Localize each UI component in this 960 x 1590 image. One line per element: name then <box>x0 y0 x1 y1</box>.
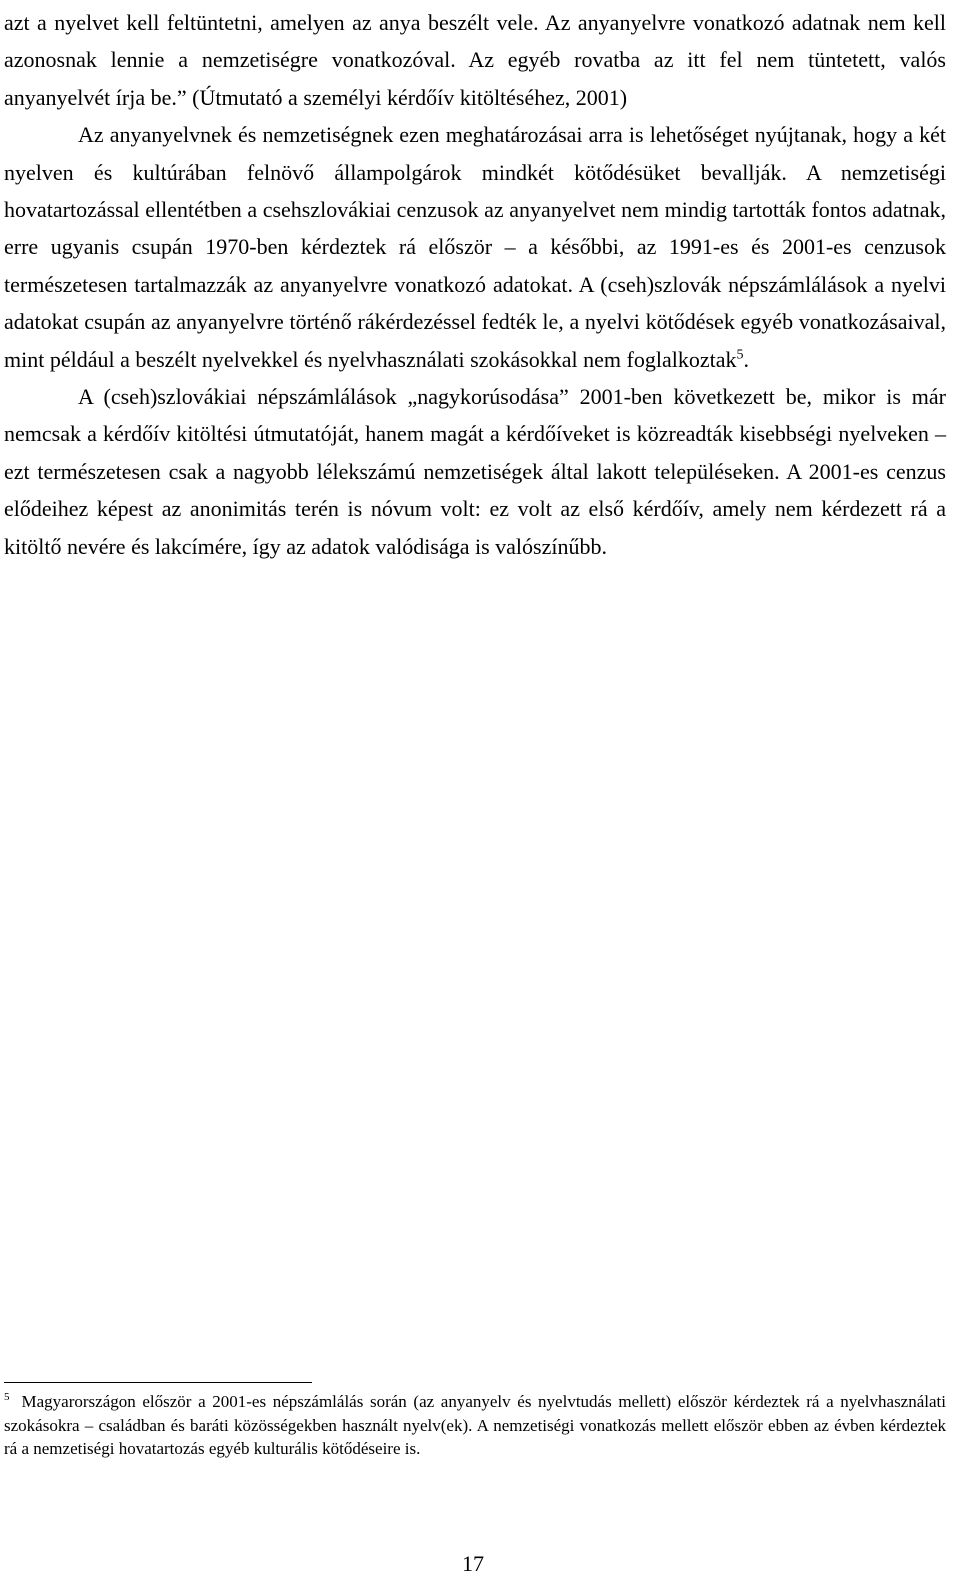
paragraph-3-text: A (cseh)szlovákiai népszámlálások „nagykorúsodása” 2001-ben következett be, mikor is már nemcsak a kérdőív kitöltési útmutatóját, hanem magát a kérdőíveket is közreadták kisebbségi nyelveken – ezt természetesen csak a nagyobb lélekszámú nemzetiségek által lakott településeken. A 2001-es cenzus elődeihez képest az anonimitás terén is nóvum volt: ez volt az első kérdőív, amely nem kérdezett rá a kitöltő nevére és lakcímére, így az adatok valódisága is valószínűbb. <box>4 384 946 559</box>
paragraph-2-text: Az anyanyelvnek és nemzetiségnek ezen meghatározásai arra is lehetőséget nyújtanak, hogy a két nyelven és kultúrában felnövő állampolgárok mindkét kötődésüket bevallják. A nemzetiségi hovatartozással ellentétben a csehszlovákiai cenzusok az anyanyelvet nem mindig tartották fontos adatnak, erre ugyanis csupán 1970-ben kérdeztek rá először – a későbbi, az 1991-es és 2001-es cenzusok természetesen tartalmazzák az anyanyelvre vonatkozó adatokat. A (cseh)szlovák népszámlálások a nyelvi adatokat csupán az anyanyelvre történő rákérdezéssel fedték le, a nyelvi kötődések egyéb vonatkozásaival, mint például a beszélt nyelvekkel és nyelvhasználati szokásokkal nem foglalkoztak <box>4 122 946 372</box>
footnote <box>4 1390 946 1461</box>
paragraph-2-end: . <box>743 346 749 372</box>
footnote-text: Magyarországon először a 2001-es népszámlálás során (az anyanyelv és nyelvtudás mellett) először kérdeztek rá a nyelvhasználati szokásokra – családban és baráti közösségekben használt nyelv(ek). A nemzetiségi vonatkozás mellett először ebben az évben kérdeztek rá a nemzetiségi hovatartozás egyéb kulturális kötődéseire is. <box>4 1392 946 1458</box>
footnote-separator <box>4 1382 312 1383</box>
paragraph-1-text: azt a nyelvet kell feltüntetni, amelyen az anya beszélt vele. Az anyanyelvre vonatkozó adatnak nem kell azonosnak lennie a nemzetiségre vonatkozóval. Az egyéb rovatba az itt fel nem tüntetett, valós anyanyelvét írja be.” (Útmutató a személyi kérdőív kitöltéséhez, 2001) <box>4 10 946 110</box>
paragraph-1 <box>4 4 946 116</box>
paragraph-3 <box>4 378 946 565</box>
footnote-number: 5 <box>4 1391 10 1404</box>
footnote-reference[interactable]: 5 <box>736 347 744 363</box>
paragraph-2 <box>4 116 946 378</box>
page-number: 17 <box>462 1551 484 1576</box>
body-text <box>4 4 946 565</box>
